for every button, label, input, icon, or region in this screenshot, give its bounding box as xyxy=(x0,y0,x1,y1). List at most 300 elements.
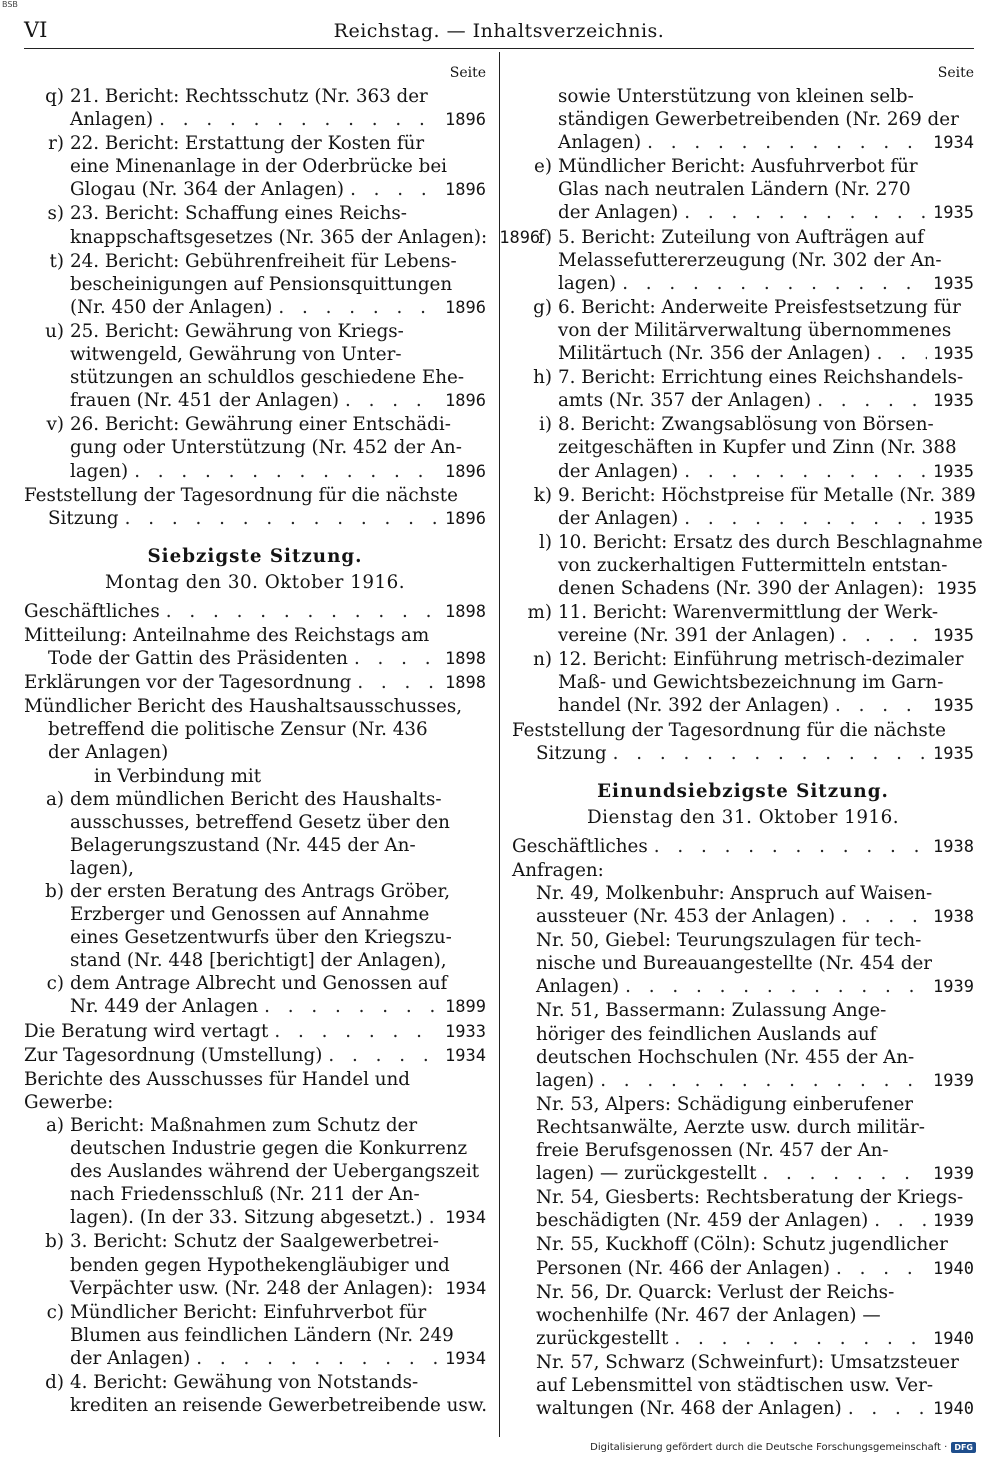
entry-text: Anlagen) xyxy=(70,109,154,131)
entry-text: 5. Bericht: Zuteilung von Aufträgen auf xyxy=(558,226,925,248)
entry-line xyxy=(70,1324,486,1347)
page-ref: 1933 xyxy=(445,1021,486,1042)
leader-dots xyxy=(278,296,439,319)
entry-line xyxy=(512,835,974,859)
entry-line xyxy=(536,1046,974,1069)
entry-text: 9. Bericht: Höchstpreise für Metalle (Nr. 389 xyxy=(558,484,976,506)
leader-dots xyxy=(350,178,439,201)
entry-text: Nr. 54, Giesberts: Rechtsberatung der Kriegs- xyxy=(536,1187,964,1209)
entry-marker: f) xyxy=(538,226,552,248)
entry-line xyxy=(558,671,974,694)
entry-line xyxy=(536,952,974,975)
leader-dots xyxy=(357,671,439,694)
toc-entry xyxy=(512,648,974,718)
entry-line xyxy=(536,1397,974,1421)
entry-text: benden gegen Hypothekengläubiger und xyxy=(70,1254,450,1276)
entry-line xyxy=(70,460,486,484)
entry-text: 12. Bericht: Einführung metrisch-dezimaler xyxy=(558,649,964,671)
entry-text: lagen) — zurückgestellt xyxy=(536,1163,757,1185)
leader-dots xyxy=(877,342,927,365)
entry-text: Mitteilung: Anteilnahme des Reichstags am xyxy=(24,624,430,646)
entry-marker: r) xyxy=(48,133,64,155)
toc-entry xyxy=(512,601,974,648)
toc-entry xyxy=(512,1186,974,1233)
toc-entry xyxy=(24,695,486,764)
entry-text: ausschusses, betreffend Gesetz über den xyxy=(70,811,450,833)
toc-entry xyxy=(24,1044,486,1068)
entry-text: Nr. 57, Schwarz (Schweinfurt): Umsatzsteuer xyxy=(536,1351,959,1373)
leader-dots xyxy=(196,1347,439,1370)
entry-line xyxy=(558,436,974,459)
section-title: Einundsiebzigste Sitzung. xyxy=(597,780,889,802)
leader-dots xyxy=(166,600,439,623)
entry-text: zeitgeschäften in Kupfer und Zinn (Nr. 388 xyxy=(558,437,957,459)
running-title: Reichstag. — Inhaltsverzeichnis. xyxy=(333,20,665,42)
leader-dots xyxy=(684,201,927,224)
page-ref: 1896 xyxy=(445,508,486,529)
leader-dots xyxy=(684,507,927,530)
entry-text: Anlagen) xyxy=(558,132,642,154)
toc-entry xyxy=(24,1114,486,1230)
entry-line xyxy=(558,155,974,178)
entry-text: amts (Nr. 357 der Anlagen) xyxy=(558,390,812,412)
entry-line xyxy=(536,1209,974,1233)
entry-marker: k) xyxy=(533,484,552,506)
entry-line xyxy=(70,250,486,273)
entry-marker: u) xyxy=(45,320,64,342)
entry-text: 10. Bericht: Ersatz des durch Beschlagnahme xyxy=(558,531,983,553)
toc-entry xyxy=(512,999,974,1092)
page-ref: 1935 xyxy=(933,696,974,717)
entry-line xyxy=(24,600,486,624)
page-ref: 1935 xyxy=(933,391,974,412)
entry-line xyxy=(70,389,486,413)
entry-line xyxy=(24,484,486,507)
entry-text: Nr. 53, Alpers: Schädigung einberufener xyxy=(536,1093,914,1115)
entry-line xyxy=(70,880,486,903)
berichte-heading: Berichte des Ausschusses für Handel und Gewerbe: xyxy=(24,1068,410,1113)
leader-dots xyxy=(274,1020,439,1043)
entry-line xyxy=(536,1281,974,1304)
entry-line xyxy=(536,999,974,1022)
entry-line xyxy=(70,226,541,250)
entry-text: Mündlicher Bericht des Haushaltsausschusses, xyxy=(24,696,463,718)
entry-line xyxy=(70,1160,486,1183)
toc-entry xyxy=(24,484,486,531)
entry-text: Nr. 449 der Anlagen xyxy=(70,996,259,1018)
entry-line xyxy=(24,695,486,718)
entry-line xyxy=(558,201,974,225)
entry-line xyxy=(558,577,978,601)
entry-text: 7. Bericht: Errichtung eines Reichshandels- xyxy=(558,367,964,389)
entry-text: Maß- und Gewichtsbezeichnung im Garn- xyxy=(558,672,944,694)
entry-text: der Anlagen) xyxy=(70,1347,191,1369)
entry-line xyxy=(70,366,486,389)
entry-text: Feststellung der Tagesordnung für die nächste xyxy=(24,484,458,506)
toc-entry xyxy=(512,1233,974,1280)
leader-dots xyxy=(684,460,927,483)
entry-line xyxy=(558,531,983,554)
entry-line xyxy=(536,1139,974,1162)
entry-line xyxy=(70,788,486,811)
entry-line xyxy=(70,1394,486,1417)
leader-dots xyxy=(125,507,439,530)
leader-dots xyxy=(874,1209,927,1232)
entry-text: der Anlagen) xyxy=(558,460,679,482)
page-ref: 1934 xyxy=(933,133,974,154)
page-header xyxy=(24,14,974,49)
entry-text: witwengeld, Gewährung von Unter- xyxy=(70,344,402,366)
entry-text: der ersten Beratung des Antrags Gröber, xyxy=(70,881,451,902)
leader-dots xyxy=(354,647,439,670)
entry-line xyxy=(558,389,974,413)
entry-text: Melassefuttererzeugung (Nr. 302 der An- xyxy=(558,249,942,271)
toc-entry xyxy=(24,202,541,249)
entry-line xyxy=(70,1301,486,1324)
entry-marker: b) xyxy=(45,881,64,902)
entry-text: deutschen Hochschulen (Nr. 455 der An- xyxy=(536,1046,915,1068)
entry-line xyxy=(70,320,486,343)
entry-text: freie Berufsgenossen (Nr. 457 der An- xyxy=(536,1140,889,1162)
entry-line xyxy=(70,85,486,108)
seite-label: Seite xyxy=(449,65,486,81)
section-date: Montag den 30. Oktober 1916. xyxy=(104,571,406,593)
entry-line xyxy=(70,834,486,857)
page-ref: 1940 xyxy=(933,1258,974,1279)
entry-line xyxy=(536,1257,974,1281)
entry-marker: n) xyxy=(533,649,552,671)
entry-text: Rechtsanwälte, Aerzte usw. durch militär- xyxy=(536,1116,925,1138)
entry-line xyxy=(70,1206,486,1230)
leader-dots xyxy=(600,1069,927,1092)
page-ref: 1939 xyxy=(933,1164,974,1185)
toc-entry xyxy=(24,1230,486,1300)
page-ref: 1934 xyxy=(445,1348,486,1369)
entry-text: 6. Bericht: Anderweite Preisfestsetzung für xyxy=(558,296,961,318)
entry-line xyxy=(536,1304,974,1327)
entry-line xyxy=(70,1137,486,1160)
entry-line xyxy=(24,647,486,671)
page-ref: 1934 xyxy=(445,1278,487,1299)
toc-entry xyxy=(512,155,974,225)
entry-line xyxy=(70,1347,486,1371)
entry-text: nische und Bureauangestellte (Nr. 454 der xyxy=(536,953,933,975)
entry-line xyxy=(558,648,974,671)
entry-line xyxy=(70,413,486,436)
entry-line xyxy=(70,108,486,132)
entry-text: Die Beratung wird vertagt xyxy=(24,1020,269,1042)
toc-entry xyxy=(24,413,486,483)
entry-line xyxy=(70,155,486,178)
entry-marker: v) xyxy=(46,414,64,436)
entry-text: auf Lebensmittel von städtischen usw. Ver- xyxy=(536,1374,933,1396)
entry-line xyxy=(70,1183,486,1206)
toc-entry xyxy=(512,531,983,601)
entry-text: 24. Bericht: Gebührenfreiheit für Lebens- xyxy=(70,250,457,272)
entry-text: Nr. 55, Kuckhoff (Cöln): Schutz jugendlicher xyxy=(536,1234,948,1256)
entry-text: betreffend die politische Zensur (Nr. 436 xyxy=(48,719,428,741)
entry-text: Feststellung der Tagesordnung für die nächste xyxy=(512,719,946,741)
entry-line xyxy=(70,1114,486,1137)
entry-text: Nr. 50, Giebel: Teurungszulagen für tech- xyxy=(536,930,922,952)
toc-entry xyxy=(512,1351,974,1421)
page-ref: 1898 xyxy=(445,673,486,694)
entry-line xyxy=(558,601,974,624)
column-divider xyxy=(499,52,500,1437)
entry-text: denen Schadens (Nr. 390 der Anlagen): xyxy=(558,577,925,599)
entry-text: Geschäftliches xyxy=(512,835,648,857)
entry-line xyxy=(24,741,486,764)
entry-line xyxy=(558,108,974,131)
entry-text: der Anlagen) xyxy=(558,202,679,224)
page-ref: 1935 xyxy=(933,273,974,294)
entry-line xyxy=(24,1044,486,1068)
page-ref: 1899 xyxy=(445,997,486,1018)
entry-text: Belagerungszustand (Nr. 445 der An- xyxy=(70,834,416,856)
leader-dots xyxy=(841,624,927,647)
entry-line xyxy=(558,507,974,531)
page-ref: 1896 xyxy=(445,110,486,131)
entry-line xyxy=(70,202,486,225)
entry-text: knappschaftsgesetzes (Nr. 365 der Anlagen): xyxy=(70,226,488,248)
entry-text: lagen) xyxy=(558,272,617,294)
entry-line xyxy=(558,694,974,718)
toc-entry xyxy=(24,85,486,132)
toc-entry xyxy=(512,85,974,155)
anfragen-heading: Anfragen: xyxy=(512,859,604,881)
entry-marker: s) xyxy=(47,203,64,225)
leader-dots xyxy=(429,1206,439,1229)
entry-line xyxy=(558,249,974,272)
entry-text: vereine (Nr. 391 der Anlagen) xyxy=(558,625,836,647)
footer xyxy=(590,1442,976,1453)
entry-text: ständigen Gewerbetreibenden (Nr. 269 der xyxy=(558,109,959,131)
entry-text: Nr. 51, Bassermann: Zulassung Ange- xyxy=(536,1000,887,1022)
entry-text: lagen). (In der 33. Sitzung abgesetzt.) xyxy=(70,1207,423,1229)
leader-dots xyxy=(762,1162,927,1185)
page-ref: 1898 xyxy=(445,601,486,622)
entry-text: Glogau (Nr. 364 der Anlagen) xyxy=(70,179,345,201)
entry-line xyxy=(70,296,486,320)
entry-line xyxy=(70,995,486,1019)
entry-line xyxy=(536,1116,974,1139)
entry-line xyxy=(536,1351,974,1374)
page-ref: 1935 xyxy=(936,578,978,599)
toc-entry xyxy=(512,413,974,483)
entry-line xyxy=(70,1230,486,1253)
right-column xyxy=(512,62,983,1421)
toc-entry xyxy=(512,929,974,999)
library-mark: BSB xyxy=(2,0,18,9)
entry-line xyxy=(70,436,486,459)
entry-marker: t) xyxy=(49,250,64,272)
entry-text: waltungen (Nr. 468 der Anlagen) xyxy=(536,1398,842,1420)
entry-text: Mündlicher Bericht: Ausfuhrverbot für xyxy=(558,156,918,178)
entry-marker: a) xyxy=(45,1114,64,1136)
entry-text: Nr. 49, Molkenbuhr: Anspruch auf Waisen- xyxy=(536,883,933,904)
entry-text: von zuckerhaltigen Futtermitteln entstan- xyxy=(558,554,948,576)
entry-text: stand (Nr. 448 [berichtigt] der Anlagen), xyxy=(70,950,447,972)
toc-entry xyxy=(24,132,486,202)
toc-entry xyxy=(512,1093,974,1186)
entry-line xyxy=(558,413,974,436)
entry-marker: l) xyxy=(539,531,552,553)
toc-entry xyxy=(24,1371,486,1417)
page-ref: 1940 xyxy=(933,1399,974,1420)
page-ref: 1935 xyxy=(933,461,974,482)
entry-line xyxy=(70,343,486,366)
leader-dots xyxy=(836,1257,927,1280)
toc-entry xyxy=(512,226,974,296)
entry-marker: q) xyxy=(45,86,64,107)
entry-text: dem mündlichen Bericht des Haushalts- xyxy=(70,788,442,810)
toc-entry xyxy=(24,1020,486,1044)
toc-entry xyxy=(24,624,486,671)
entry-text: Erzberger und Genossen auf Annahme xyxy=(70,904,430,926)
entry-text: lagen) xyxy=(70,460,129,482)
entry-text: stützungen an schuldlos geschiedene Ehe- xyxy=(70,367,465,389)
entry-line xyxy=(558,272,974,296)
toc-entry xyxy=(24,600,486,624)
leader-dots xyxy=(264,995,439,1018)
entry-marker: c) xyxy=(46,973,64,995)
page-ref: 1938 xyxy=(933,836,974,857)
entry-line xyxy=(70,1277,486,1301)
entry-text: Nr. 56, Dr. Quarck: Verlust der Reichs- xyxy=(536,1281,895,1303)
entry-text: eine Minenanlage in der Oderbrücke bei xyxy=(70,156,448,178)
page-ref: 1939 xyxy=(933,1070,974,1091)
entry-marker: a) xyxy=(45,788,64,810)
entry-text: Personen (Nr. 466 der Anlagen) xyxy=(536,1257,831,1279)
leader-dots xyxy=(613,742,927,765)
entry-line xyxy=(512,719,974,742)
entry-line xyxy=(558,342,974,366)
toc-entry xyxy=(512,882,974,929)
entry-line xyxy=(558,131,974,155)
entry-line xyxy=(536,905,974,929)
leader-dots xyxy=(848,1397,927,1420)
entry-line xyxy=(558,366,974,389)
leader-dots xyxy=(134,460,439,483)
entry-line xyxy=(558,624,974,648)
entry-text: der Anlagen) xyxy=(558,507,679,529)
entry-text: Tode der Gattin des Präsidenten xyxy=(48,648,348,670)
entry-line xyxy=(70,132,486,155)
entry-text: Anlagen) xyxy=(536,976,620,998)
entry-text: wochenhilfe (Nr. 467 der Anlagen) — xyxy=(536,1304,881,1326)
leader-dots xyxy=(654,835,927,858)
entry-text: frauen (Nr. 451 der Anlagen) xyxy=(70,390,339,412)
entry-line xyxy=(24,507,486,531)
entry-line xyxy=(558,226,974,249)
entry-text: Erklärungen vor der Tagesordnung xyxy=(24,672,352,694)
entry-line xyxy=(558,554,974,577)
entry-line xyxy=(558,484,974,507)
entry-line xyxy=(558,460,974,484)
leader-dots xyxy=(841,905,927,928)
page-ref: 1935 xyxy=(933,626,974,647)
leader-dots xyxy=(625,975,927,998)
entry-text: Militärtuch (Nr. 356 der Anlagen) xyxy=(558,343,871,365)
entry-text: bescheinigungen auf Pensionsquittungen xyxy=(70,273,453,295)
entry-line xyxy=(70,903,486,926)
in-verbindung-text: in Verbindung mit xyxy=(94,765,262,787)
entry-line xyxy=(536,1069,974,1093)
entry-text: 25. Bericht: Gewährung von Kriegs- xyxy=(70,320,404,342)
toc-entry xyxy=(24,1301,486,1371)
entry-line xyxy=(536,1023,974,1046)
entry-text: 8. Bericht: Zwangsablösung von Börsen- xyxy=(558,414,934,436)
leader-dots xyxy=(159,108,439,131)
left-column xyxy=(24,62,541,1417)
entry-text: gung oder Unterstützung (Nr. 452 der An- xyxy=(70,437,462,459)
section-date: Dienstag den 31. Oktober 1916. xyxy=(586,806,900,828)
entry-line xyxy=(536,1093,974,1116)
toc-entry xyxy=(24,320,486,413)
leader-dots xyxy=(674,1327,927,1350)
page-ref: 1940 xyxy=(933,1328,974,1349)
entry-line xyxy=(558,178,974,201)
entry-line xyxy=(536,929,974,952)
toc-entry xyxy=(24,250,486,320)
page-ref: 1935 xyxy=(933,743,974,764)
leader-dots xyxy=(835,694,927,717)
toc-entry xyxy=(24,788,486,880)
leader-dots xyxy=(647,131,927,154)
page-ref: 1935 xyxy=(933,344,974,365)
entry-line xyxy=(536,975,974,999)
entry-text: 22. Bericht: Erstattung der Kosten für xyxy=(70,133,425,155)
entry-marker: i) xyxy=(539,414,552,436)
entry-line xyxy=(70,178,486,202)
entry-text: 23. Bericht: Schaffung eines Reichs- xyxy=(70,203,407,225)
page-ref: 1935 xyxy=(933,508,974,529)
toc-entry xyxy=(512,1281,974,1351)
entry-line xyxy=(24,624,486,647)
entry-text: sowie Unterstützung von kleinen selb- xyxy=(558,86,914,107)
entry-text: nach Friedensschluß (Nr. 211 der An- xyxy=(70,1184,420,1206)
entry-line xyxy=(536,1327,974,1351)
entry-marker: e) xyxy=(534,156,552,178)
page-ref: 1935 xyxy=(933,203,974,224)
entry-text: Bericht: Maßnahmen zum Schutz der xyxy=(70,1114,418,1136)
entry-text: (Nr. 450 der Anlagen) xyxy=(70,296,273,318)
entry-line xyxy=(536,1186,974,1209)
entry-marker: b) xyxy=(45,1231,64,1253)
entry-text: deutschen Industrie gegen die Konkurrenz xyxy=(70,1138,468,1160)
entry-line xyxy=(70,926,486,949)
entry-text: höriger des feindlichen Auslands auf xyxy=(536,1023,877,1045)
leader-dots xyxy=(328,1044,439,1067)
leader-dots xyxy=(345,389,439,412)
entry-line xyxy=(70,273,486,296)
entry-text: Sitzung xyxy=(48,507,119,529)
entry-line xyxy=(536,1374,974,1397)
entry-text: der Anlagen) xyxy=(48,742,169,764)
entry-line xyxy=(70,1371,486,1394)
page-ref: 1896 xyxy=(445,180,486,201)
entry-line xyxy=(536,1233,974,1256)
entry-text: lagen), xyxy=(70,857,134,879)
entry-text: dem Antrage Albrecht und Genossen auf xyxy=(70,973,448,995)
entry-text: lagen) xyxy=(536,1069,595,1091)
page-ref: 1934 xyxy=(445,1045,486,1066)
toc-entry xyxy=(512,366,974,413)
page-ref: 1896 xyxy=(445,297,486,318)
entry-marker: m) xyxy=(527,602,552,624)
page-number: VI xyxy=(24,18,48,42)
toc-entry xyxy=(24,671,486,695)
